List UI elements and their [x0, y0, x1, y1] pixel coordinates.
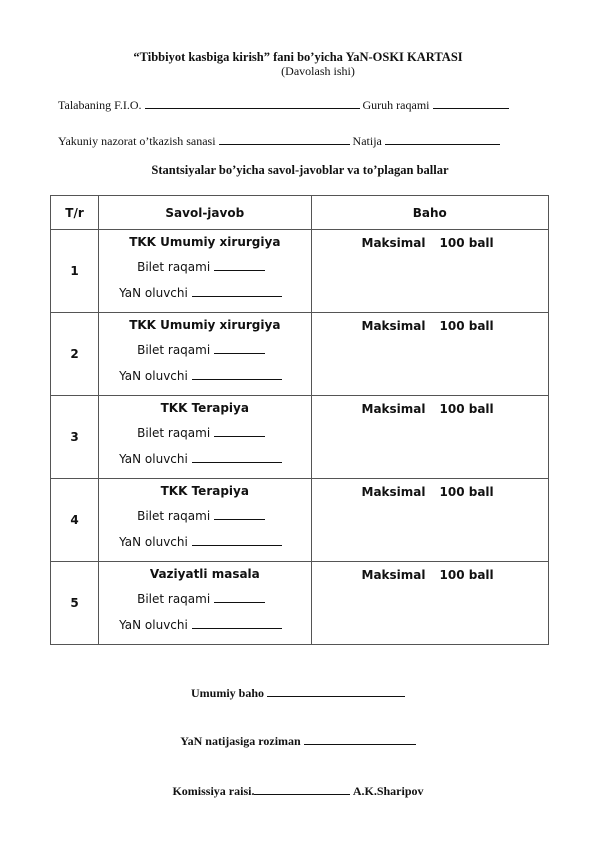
receiver-blank — [192, 368, 282, 380]
receiver-line — [119, 451, 310, 467]
max-value: 100 ball — [439, 236, 494, 250]
total-grade-line — [0, 685, 596, 701]
question-cell — [99, 396, 311, 479]
row-number: 3 — [51, 396, 99, 479]
commission-signature-blank — [254, 783, 350, 795]
receiver-line — [119, 285, 310, 301]
agreement-line — [0, 733, 596, 749]
max-value: 100 ball — [439, 402, 494, 416]
receiver-label: YaN oluvchi — [119, 535, 188, 549]
max-value: 100 ball — [439, 485, 494, 499]
ticket-line — [137, 425, 310, 441]
header-grade: Baho — [311, 196, 548, 230]
total-grade-label: Umumiy baho — [190, 686, 264, 700]
total-grade-blank — [267, 685, 405, 697]
row-number: 4 — [51, 479, 99, 562]
receiver-label: YaN oluvchi — [119, 618, 188, 632]
receiver-line — [119, 368, 310, 384]
group-blank — [433, 97, 509, 109]
result-blank — [385, 133, 500, 145]
result-label: Natija — [352, 134, 382, 148]
table-row — [51, 313, 549, 396]
station-subject: Vaziyatli masala — [149, 567, 260, 581]
question-cell — [99, 479, 311, 562]
row-number: 5 — [51, 562, 99, 645]
table-row — [51, 479, 549, 562]
agreement-blank — [304, 733, 416, 745]
ticket-blank — [214, 342, 265, 354]
table-header-row — [51, 196, 549, 230]
max-label: Maksimal — [361, 485, 426, 499]
exam-info-line — [58, 133, 500, 149]
ticket-line — [137, 342, 310, 358]
ticket-label: Bilet raqami — [137, 343, 211, 357]
max-label: Maksimal — [361, 236, 426, 250]
max-label: Maksimal — [361, 319, 426, 333]
grade-cell — [311, 313, 548, 396]
agreement-label: YaN natijasiga roziman — [180, 734, 301, 748]
grade-cell — [311, 479, 548, 562]
ticket-line — [137, 259, 310, 275]
row-number: 2 — [51, 313, 99, 396]
grade-cell — [311, 562, 548, 645]
ticket-label: Bilet raqami — [137, 260, 211, 274]
receiver-blank — [192, 451, 282, 463]
table-row — [51, 230, 549, 313]
ticket-label: Bilet raqami — [137, 426, 211, 440]
station-subject: TKK Terapiya — [160, 401, 249, 415]
commission-chair-name: A.K.Sharipov — [352, 784, 424, 798]
question-cell — [99, 230, 311, 313]
receiver-blank — [192, 617, 282, 629]
receiver-label: YaN oluvchi — [119, 452, 188, 466]
header-question: Savol-javob — [99, 196, 311, 230]
ticket-line — [137, 591, 310, 607]
student-name-label: Talabaning F.I.O. — [58, 98, 142, 112]
receiver-blank — [192, 534, 282, 546]
ticket-line — [137, 508, 310, 524]
station-subject: TKK Umumiy xirurgiya — [129, 318, 281, 332]
ticket-label: Bilet raqami — [137, 592, 211, 606]
row-number: 1 — [51, 230, 99, 313]
max-label: Maksimal — [361, 402, 426, 416]
ticket-blank — [214, 425, 265, 437]
receiver-label: YaN oluvchi — [119, 286, 188, 300]
stations-heading: Stantsiyalar bo’yicha savol-javoblar va to’plagan ballar — [151, 163, 449, 177]
group-label: Guruh raqami — [362, 98, 430, 112]
max-value: 100 ball — [439, 568, 494, 582]
receiver-line — [119, 534, 310, 550]
receiver-label: YaN oluvchi — [119, 369, 188, 383]
question-cell — [99, 562, 311, 645]
receiver-blank — [192, 285, 282, 297]
ticket-blank — [214, 508, 265, 520]
document-title: “Tibbiyot kasbiga kirish” fani bo’yicha YaN-OSKI KARTASI — [133, 50, 463, 64]
student-info-line — [58, 97, 509, 113]
exam-date-blank — [219, 133, 350, 145]
ticket-label: Bilet raqami — [137, 509, 211, 523]
receiver-line — [119, 617, 310, 633]
grade-cell — [311, 396, 548, 479]
commission-chair-label: Komissiya raisi. — [172, 784, 255, 798]
table-row — [51, 396, 549, 479]
ticket-blank — [214, 591, 265, 603]
stations-table — [50, 195, 549, 645]
ticket-blank — [214, 259, 265, 271]
question-cell — [99, 313, 311, 396]
table-row — [51, 562, 549, 645]
document-subtitle: (Davolash ishi) — [281, 64, 355, 78]
max-label: Maksimal — [361, 568, 426, 582]
student-name-blank — [145, 97, 360, 109]
header-number: T/r — [51, 196, 99, 230]
grade-cell — [311, 230, 548, 313]
exam-date-label: Yakuniy nazorat o’tkazish sanasi — [58, 134, 216, 148]
station-subject: TKK Terapiya — [160, 484, 249, 498]
max-value: 100 ball — [439, 319, 494, 333]
station-subject: TKK Umumiy xirurgiya — [129, 235, 281, 249]
commission-line — [0, 783, 596, 799]
